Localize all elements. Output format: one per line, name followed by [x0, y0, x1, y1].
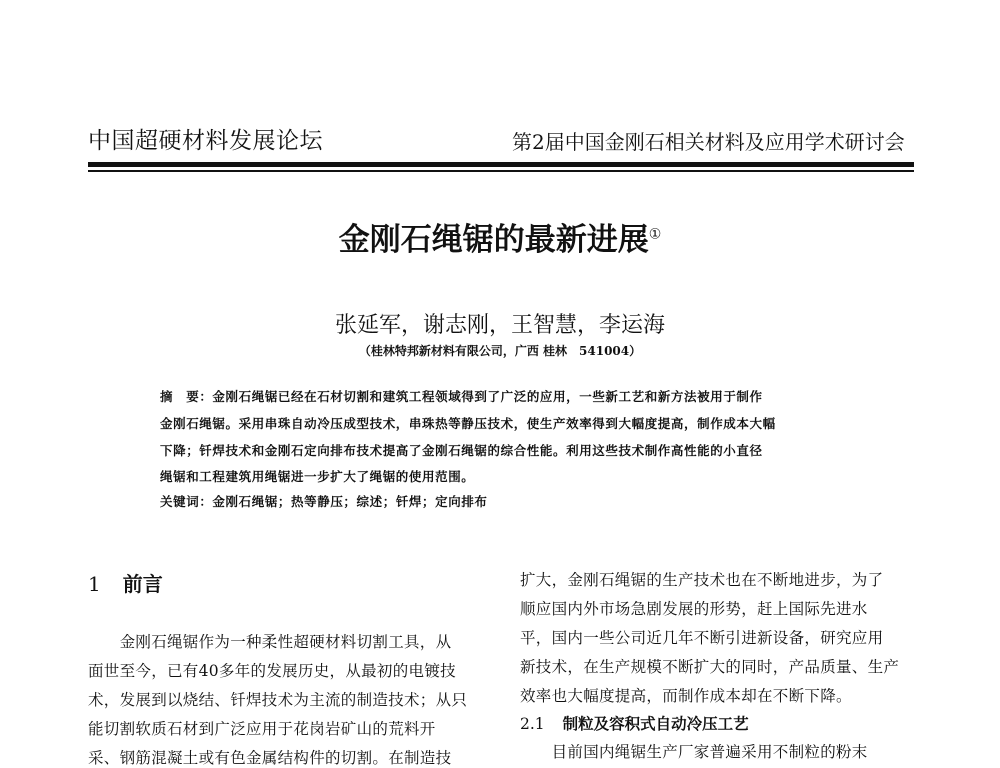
title-footnote-mark: ① [648, 226, 662, 243]
abstract-line [160, 387, 763, 405]
section-number: 1 [88, 572, 101, 596]
subsection-heading [520, 712, 749, 734]
abstract-text: ：金刚石绳锯已经在石材切割和建筑工程领域得到了广泛的应用，一些新工艺和新方法被用于制作 [199, 389, 763, 404]
abstract-line: 下降；钎焊技术和金刚石定向排布技术提高了金刚石绳锯的综合性能。利用这些技术制作高性能的小直径 [160, 443, 763, 458]
journal-header-right: 第2届中国金刚石相关材料及应用学术研讨会 [512, 130, 905, 154]
author-list: 张延军，谢志刚，王智慧，李运海 [334, 313, 665, 338]
subsection-number: 2.1 [520, 715, 545, 733]
body-line: 新技术，在生产规模不断扩大的同时，产品质量、生产 [520, 658, 900, 676]
paper-title-text: 金刚石绳锯的最新进展 [338, 222, 649, 258]
header-rule-thin [88, 170, 914, 172]
body-line: 效率也大幅度提高，而制作成本却在不断下降。 [520, 687, 852, 705]
affiliation: （桂林特邦新材料有限公司，广西 桂林 541004） [358, 344, 642, 358]
body-line: 平，国内一些公司近几年不断引进新设备，研究应用 [520, 629, 884, 647]
section-title: 前言 [122, 572, 163, 596]
abstract-line: 绳锯和工程建筑用绳锯进一步扩大了绳锯的使用范围。 [160, 469, 475, 484]
keywords-text: ：金刚石绳锯；热等静压；综述；钎焊；定向排布 [199, 494, 488, 509]
abstract-label: 摘 要 [160, 389, 200, 404]
abstract-line: 金刚石绳锯。采用串珠自动冷压成型技术，串珠热等静压技术，使生产效率得到大幅度提高，制作成本大幅 [160, 416, 776, 431]
section-heading [88, 568, 163, 597]
keywords-line [160, 492, 488, 510]
body-line: 采、钢筋混凝土或有色金属结构件的切割。在制造技 [88, 749, 452, 767]
body-line: 目前国内绳锯生产厂家普遍采用不制粒的粉末 [520, 743, 868, 761]
body-line: 金刚石绳锯作为一种柔性超硬材料切割工具，从 [88, 633, 452, 651]
body-line: 能切割软质石材到广泛应用于花岗岩矿山的荒料开 [88, 720, 436, 738]
subsection-title: 制粒及容积式自动冷压工艺 [562, 715, 749, 733]
body-line: 顺应国内外市场急剧发展的形势，赶上国际先进水 [520, 600, 868, 618]
body-line: 扩大，金刚石绳锯的生产技术也在不断地进步，为了 [520, 571, 884, 589]
body-line: 术，发展到以烧结、钎焊技术为主流的制造技术；从只 [88, 691, 468, 709]
header-rule-thick [88, 162, 914, 167]
keywords-label: 关键词 [160, 494, 200, 509]
journal-header-left: 中国超硬材料发展论坛 [88, 128, 323, 154]
paper-title [0, 214, 1000, 259]
body-line: 面世至今，已有40多年的发展历史，从最初的电镀技 [88, 662, 456, 680]
